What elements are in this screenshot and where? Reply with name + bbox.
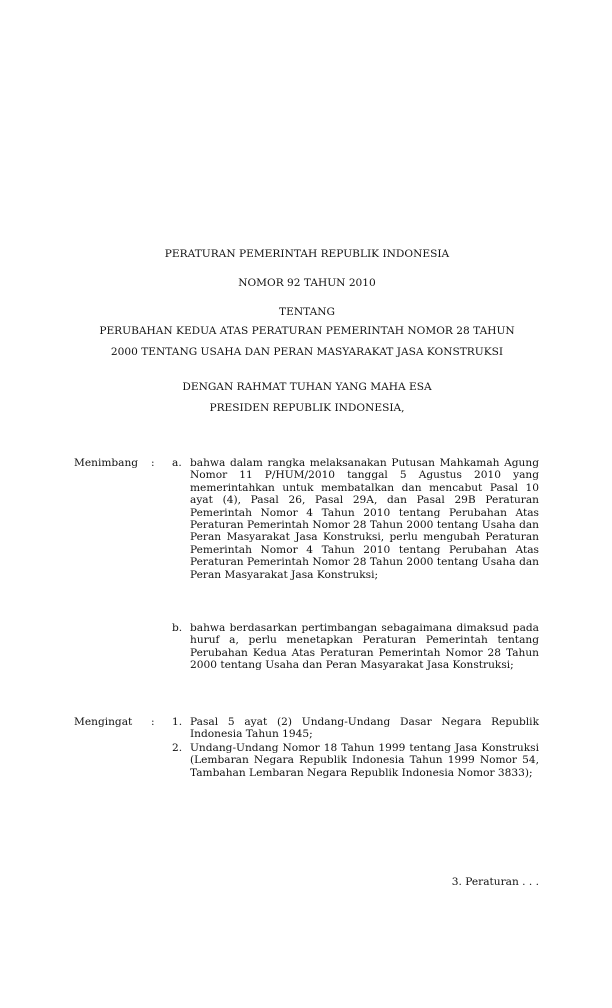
menimbang-item-b-text: bahwa berdasarkan pertimbangan sebagaimana dimaksud pada huruf a, perlu menetapkan Peraturan Pemerintah tentang Perubahan Kedua Atas Peraturan Pemerintah Nomor 28 Tahun 2000 tentang Usaha dan Peran Masyarakat Jasa Konstruksi; <box>190 622 539 672</box>
menimbang-item-a-text: bahwa dalam rangka melaksanakan Putusan Mahkamah Agung Nomor 11 P/HUM/2010 tanggal 5 Agustus 2010 yang memerintahkan untuk membatalkan dan mencabut Pasal 10 ayat (4), Pasal 26, Pasal 29A, dan Pasal 29B Peraturan Pemerintah Nomor 4 Tahun 2010 tentang Perubahan Atas Peraturan Pemerintah Nomor 28 Tahun 2000 tentang Usaha dan Peran Masyarakat Jasa Konstruksi, perlu mengubah Peraturan Pemerintah Nomor 4 Tahun 2010 tentang Perubahan Atas Peraturan Pemerintah Nomor 28 Tahun 2000 tentang Usaha dan Peran Masyarakat Jasa Konstruksi; <box>190 457 539 581</box>
page-continuation: 3. Peraturan . . . <box>451 876 539 888</box>
mengingat-item-2-marker: 2. <box>172 742 183 754</box>
menimbang-colon: : <box>151 457 155 469</box>
mengingat-item-2-text: Undang-Undang Nomor 18 Tahun 1999 tentang Jasa Konstruksi (Lembaran Negara Republik Indonesia Tahun 1999 Nomor 54, Tambahan Lembaran Negara Republik Indonesia Nomor 3833); <box>190 742 539 779</box>
president-title: PRESIDEN REPUBLIK INDONESIA, <box>209 402 405 414</box>
invocation: DENGAN RAHMAT TUHAN YANG MAHA ESA <box>182 381 432 393</box>
subject-line-2: 2000 TENTANG USAHA DAN PERAN MASYARAKAT JASA KONSTRUKSI <box>110 346 504 358</box>
regulation-title: PERATURAN PEMERINTAH REPUBLIK INDONESIA <box>164 248 450 260</box>
tentang-label: TENTANG <box>279 306 335 318</box>
subject-line-1: PERUBAHAN KEDUA ATAS PERATURAN PEMERINTAH NOMOR 28 TAHUN <box>99 325 515 337</box>
regulation-number: NOMOR 92 TAHUN 2010 <box>238 277 376 289</box>
mengingat-item-1-text: Pasal 5 ayat (2) Undang-Undang Dasar Negara Republik Indonesia Tahun 1945; <box>190 716 539 741</box>
menimbang-label: Menimbang <box>74 457 139 469</box>
menimbang-item-a-marker: a. <box>172 457 182 469</box>
mengingat-label: Mengingat <box>74 716 133 728</box>
mengingat-item-1-marker: 1. <box>172 716 183 728</box>
mengingat-colon: : <box>151 716 155 728</box>
menimbang-item-b-marker: b. <box>172 622 183 634</box>
